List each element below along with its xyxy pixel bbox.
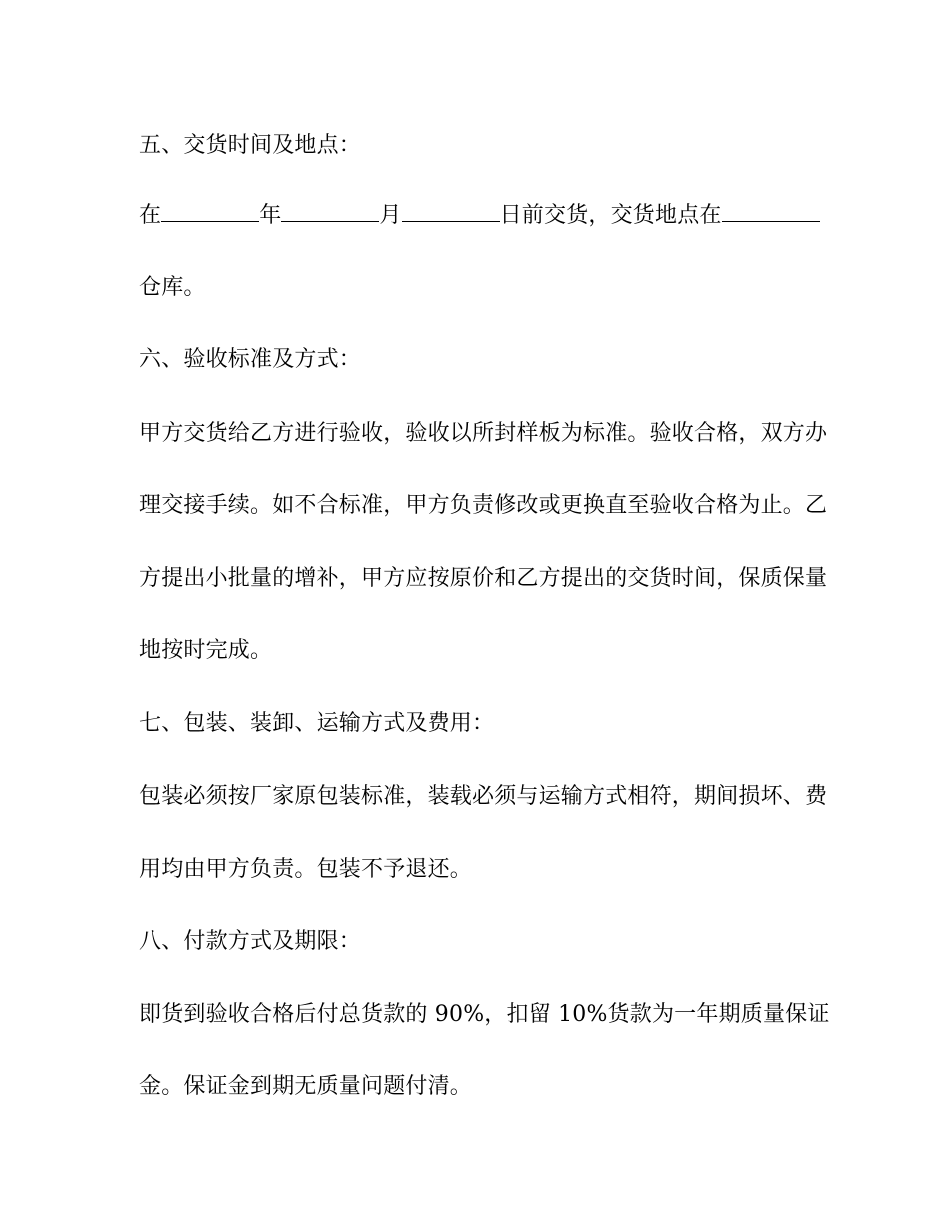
section-6-heading: 六、验收标准及方式： (139, 347, 362, 372)
delivery-day-text: 日前交货，交货地点在 (499, 203, 722, 228)
section-8-line: 即货到验收合格后付总货款的 90%，扣留 10%货款为一年期质量保证 (139, 1002, 830, 1027)
section-8-line: 金。保证金到期无质量问题付清。 (139, 1074, 473, 1099)
blank-month-field[interactable] (281, 201, 379, 222)
delivery-location-suffix: 仓库。 (139, 275, 206, 300)
blank-location-field[interactable] (722, 201, 820, 222)
delivery-time-line (139, 201, 819, 231)
section-7-line: 用均由甲方负责。包装不予退还。 (139, 857, 473, 882)
section-6-line: 理交接手续。如不合标准，甲方负责修改或更换直至验收合格为止。乙 (139, 493, 828, 518)
section-7-heading: 七、包装、装卸、运输方式及费用： (139, 711, 495, 736)
section-6-line: 甲方交货给乙方进行验收，验收以所封样板为标准。验收合格，双方办 (139, 421, 828, 446)
delivery-prefix: 在 (139, 203, 162, 228)
delivery-month-label: 月 (379, 203, 402, 228)
section-5-heading: 五、交货时间及地点： (139, 133, 362, 158)
blank-day-field[interactable] (402, 201, 500, 222)
blank-year-field[interactable] (161, 201, 259, 222)
section-8-heading: 八、付款方式及期限： (139, 929, 362, 954)
section-7-line: 包装必须按厂家原包装标准，装载必须与运输方式相符，期间损坏、费 (139, 784, 828, 809)
delivery-year-label: 年 (259, 203, 282, 228)
section-6-line: 地按时完成。 (139, 638, 273, 663)
section-6-line: 方提出小批量的增补，甲方应按原价和乙方提出的交货时间，保质保量 (139, 566, 828, 591)
